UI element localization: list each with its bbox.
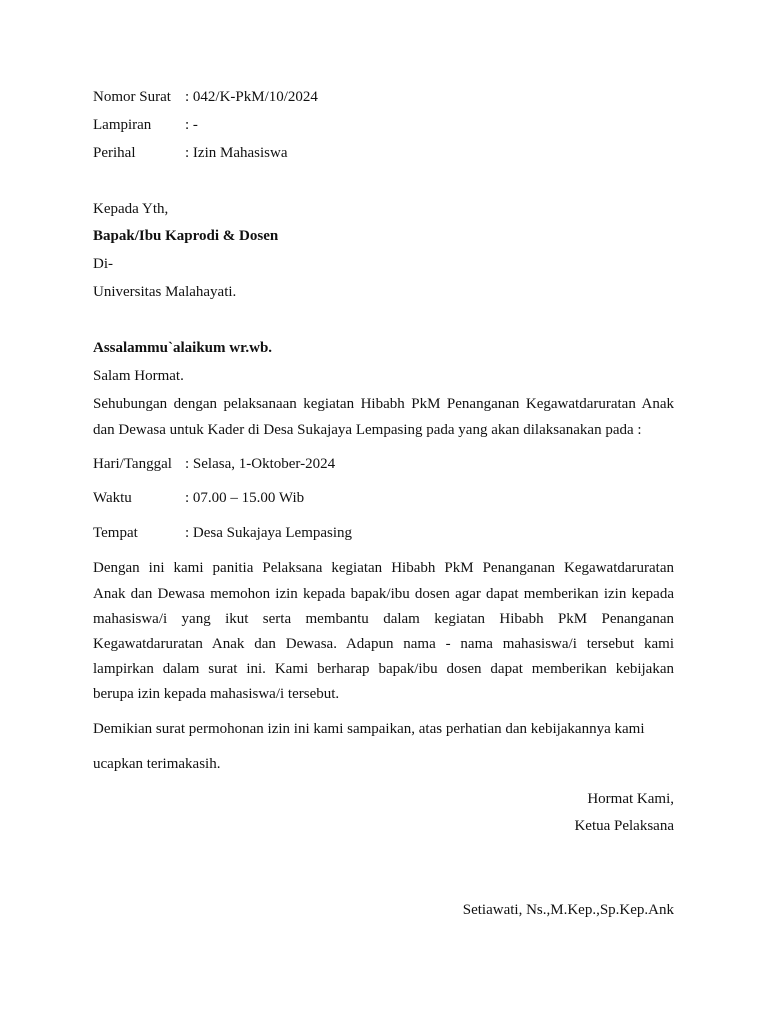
recipient-di: Di- — [93, 256, 113, 272]
perihal-label: Perihal — [93, 145, 136, 161]
recipient-institution: Universitas Malahayati. — [93, 284, 237, 300]
salutation: Assalammu`alaikum wr.wb. — [93, 340, 273, 356]
body-line: Dengan ini kami panitia Pelaksana kegiatan Hibabh PkM Penanganan Kegawatdaruratan — [93, 560, 674, 576]
time-label: Waktu — [93, 490, 132, 506]
greeting: Salam Hormat. — [93, 368, 184, 384]
signature-name: Setiawati, Ns.,M.Kep.,Sp.Kep.Ank — [462, 902, 674, 918]
date-value: : Selasa, 1-Oktober-2024 — [185, 456, 336, 472]
body-line: lampirkan dalam surat ini. Kami berharap bapak/ibu dosen dapat memberikan kebijakan — [93, 661, 674, 677]
nomor-surat-label: Nomor Surat — [93, 89, 171, 105]
signature-role: Ketua Pelaksana — [574, 818, 674, 834]
body-line: Kegawatdaruratan Anak dan Dewasa. Adapun nama - nama mahasiswa/i tersebut kami — [93, 636, 674, 652]
recipient-name: Bapak/Ibu Kaprodi & Dosen — [93, 228, 279, 244]
place-label: Tempat — [93, 525, 138, 541]
nomor-surat-value: : 042/K-PkM/10/2024 — [185, 89, 318, 105]
body-line: mahasiswa/i yang ikut serta membantu dalam kegiatan Hibabh PkM Penanganan — [93, 611, 674, 627]
lampiran-label: Lampiran — [93, 117, 152, 133]
closing-line: ucapkan terimakasih. — [93, 756, 221, 772]
date-label: Hari/Tanggal — [93, 456, 172, 472]
signature-regards: Hormat Kami, — [587, 791, 674, 807]
intro-line: dan Dewasa untuk Kader di Desa Sukajaya Lempasing pada yang akan dilaksanakan pada : — [93, 422, 642, 438]
perihal-value: : Izin Mahasiswa — [185, 145, 288, 161]
place-value: : Desa Sukajaya Lempasing — [185, 525, 353, 541]
lampiran-value: : - — [185, 117, 198, 133]
recipient-kepada: Kepada Yth, — [93, 201, 169, 217]
intro-line: Sehubungan dengan pelaksanaan kegiatan Hibabh PkM Penanganan Kegawatdaruratan Anak — [93, 396, 674, 412]
body-line: berupa izin kepada mahasiswa/i tersebut. — [93, 686, 340, 702]
time-value: : 07.00 – 15.00 Wib — [185, 490, 305, 506]
body-line: Anak dan Dewasa memohon izin kepada bapak/ibu dosen agar dapat memberikan izin kepada — [93, 586, 674, 602]
closing-line: Demikian surat permohonan izin ini kami sampaikan, atas perhatian dan kebijakannya kami — [93, 721, 645, 737]
